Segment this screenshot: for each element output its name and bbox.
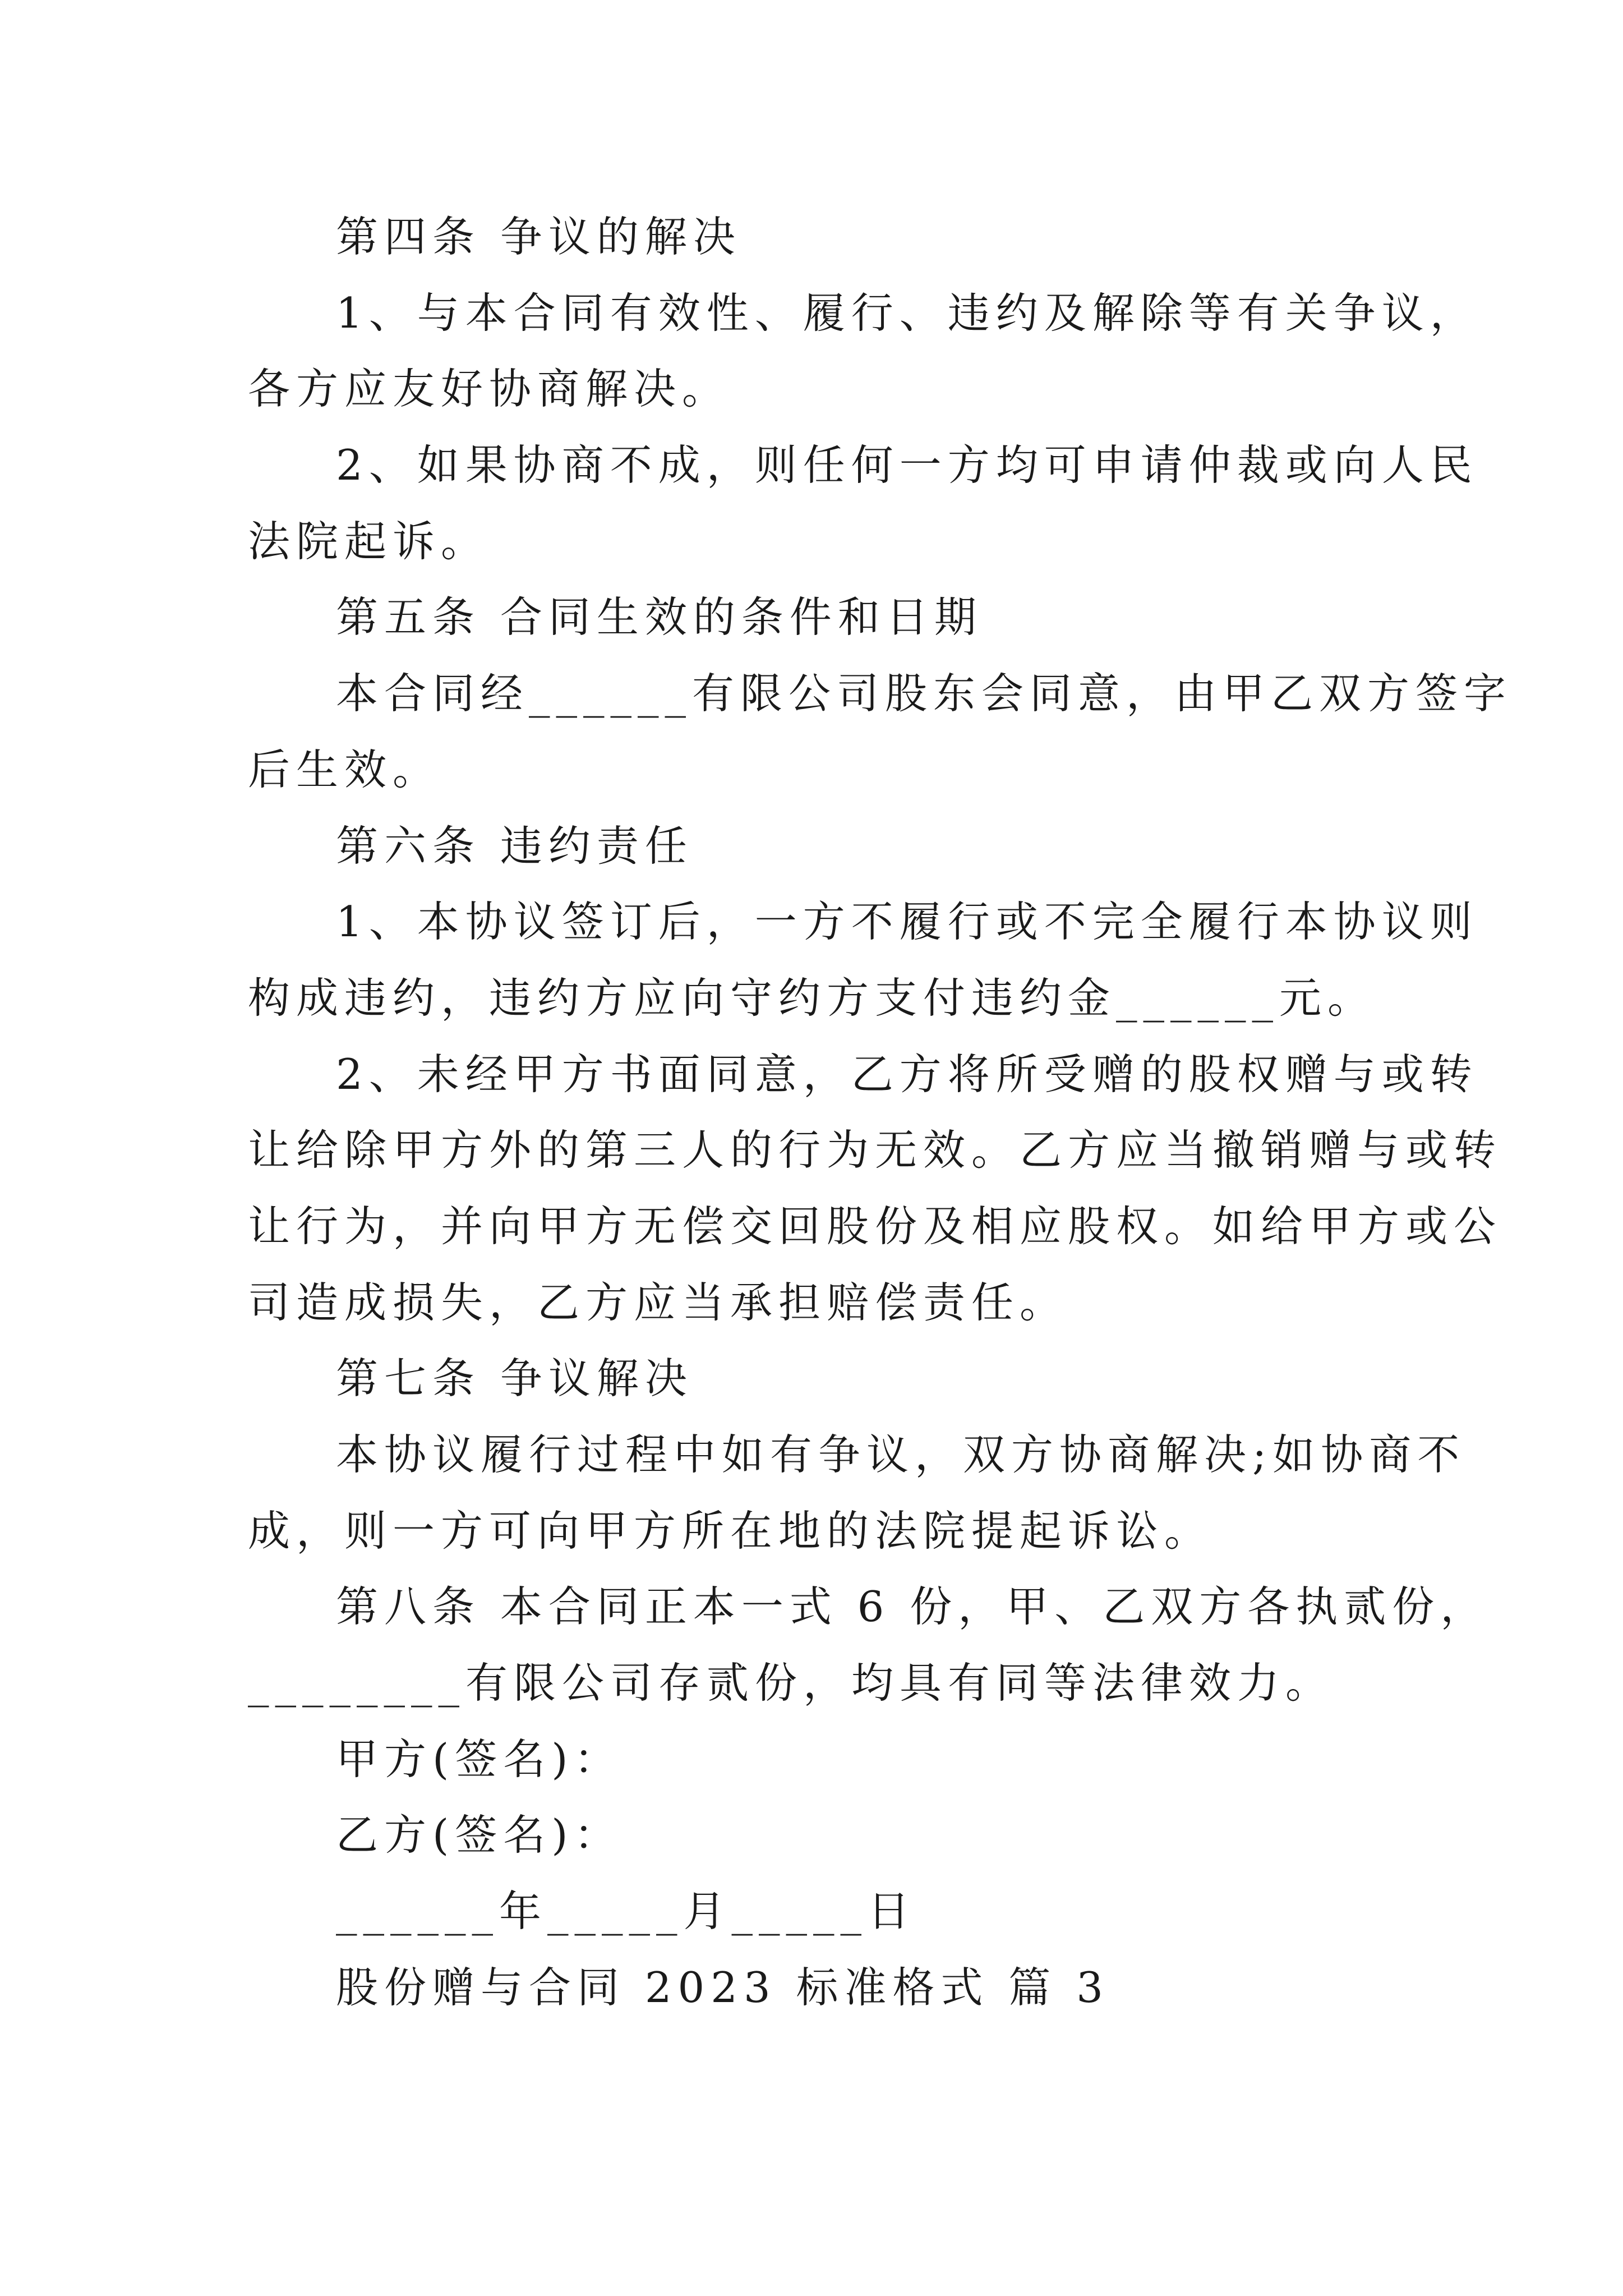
article-5-heading: 第五条 合同生效的条件和日期 <box>336 592 983 642</box>
contract-text <box>248 199 1513 2026</box>
article-4-clause-2-cont: 法院起诉。 <box>248 516 490 566</box>
article-6-clause-2-cont-3: 司造成损失，乙方应当承担赔偿责任。 <box>248 1277 1068 1327</box>
article-8-body: 第八条 本合同正本一式 6 份，甲、乙双方各执贰份， <box>336 1582 1489 1632</box>
article-6-clause-2: 2、未经甲方书面同意，乙方将所受赠的股权赠与或转 <box>336 1049 1478 1099</box>
article-4-clause-2: 2、如果协商不成，则任何一方均可申请仲裁或向人民 <box>336 440 1478 490</box>
signature-date: ______年_____月_____日 <box>336 1887 916 1936</box>
article-4-clause-1-cont: 各方应友好协商解决。 <box>248 364 731 414</box>
next-section-title: 股份赠与合同 2023 标准格式 篇 3 <box>336 1962 1109 2012</box>
article-5-body-cont: 后生效。 <box>248 744 441 794</box>
article-5-body: 本合同经______有限公司股东会同意，由甲乙双方签字 <box>336 669 1513 719</box>
article-7-body: 本协议履行过程中如有争议，双方协商解决;如协商不 <box>336 1430 1466 1479</box>
article-4-clause-1: 1、与本合同有效性、履行、违约及解除等有关争议， <box>336 288 1478 338</box>
article-8-body-cont: ________有限公司存贰份，均具有同等法律效力。 <box>248 1658 1334 1708</box>
article-7-heading: 第七条 争议解决 <box>336 1354 693 1404</box>
party-b-signature: 乙方(签名)： <box>336 1810 623 1860</box>
article-4-heading: 第四条 争议的解决 <box>336 212 741 261</box>
article-6-clause-2-cont-2: 让行为，并向甲方无偿交回股份及相应股权。如给甲方或公 <box>248 1201 1502 1251</box>
article-6-clause-2-cont-1: 让给除甲方外的第三人的行为无效。乙方应当撤销赠与或转 <box>248 1125 1502 1175</box>
article-6-clause-1: 1、本协议签订后，一方不履行或不完全履行本协议则 <box>336 897 1478 947</box>
party-a-signature: 甲方(签名)： <box>336 1734 623 1784</box>
article-7-body-cont: 成，则一方可向甲方所在地的法院提起诉讼。 <box>248 1506 1213 1556</box>
article-6-clause-1-cont: 构成违约，违约方应向守约方支付违约金______元。 <box>248 973 1376 1023</box>
article-6-heading: 第六条 违约责任 <box>336 821 693 871</box>
